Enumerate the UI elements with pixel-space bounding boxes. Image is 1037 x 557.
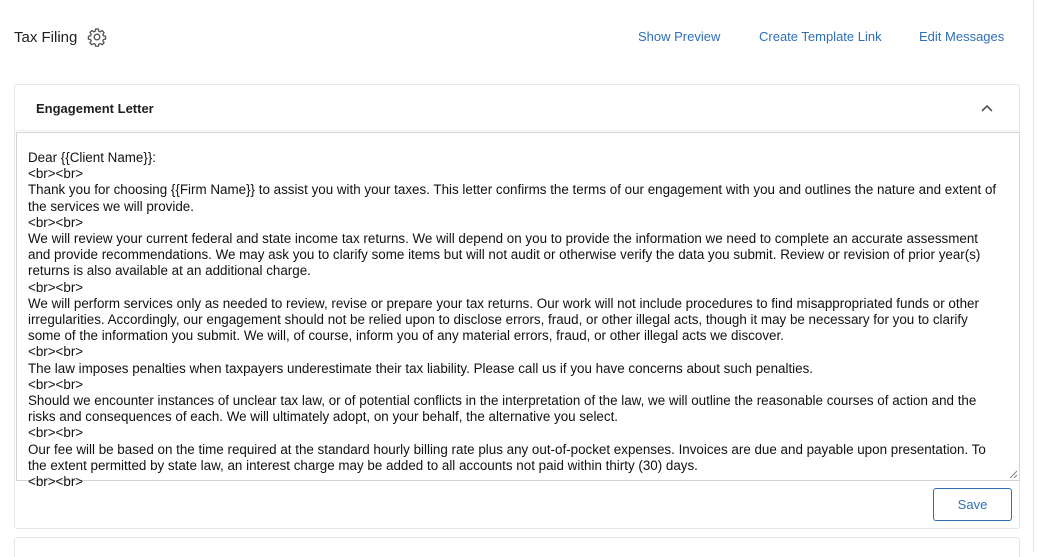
engagement-letter-textarea[interactable] [16, 132, 1020, 490]
panel-title: Engagement Letter [36, 101, 154, 116]
top-bar [0, 0, 1037, 76]
letter-line: Dear {{Client Name}}: [28, 150, 157, 165]
letter-line: <br><br> [28, 425, 84, 441]
letter-line: <br><br> [28, 166, 84, 182]
letter-line: We will review your current federal and state income tax returns. We will depend on you to provide the information we need to complete an accurate assessment and provide recommendations. We may ask you to clarify some items but will not audit or otherwise verify the data you submit. Review or revision of prior year(s) returns is also available at an additional charge. [28, 231, 985, 279]
letter-line: <br><br> [28, 214, 84, 230]
panel-header[interactable] [15, 85, 1019, 131]
letter-line: <br><br> [28, 474, 84, 490]
letter-line: <br><br> [28, 279, 84, 295]
gear-icon[interactable] [87, 27, 107, 47]
edit-messages-link[interactable]: Edit Messages [919, 29, 1005, 44]
letter-line: <br><br> [28, 376, 84, 392]
letter-line: The law imposes penalties when taxpayers underestimate their tax liability. Please call us if you have concerns about such penalties. [28, 360, 814, 376]
letter-line: Thank you for choosing {{Firm Name}} to assist you with your taxes. This letter confirms the terms of our engagement with you and outlines the nature and extent of the services we will provide. [28, 182, 1000, 214]
page-title: Tax Filing [14, 29, 78, 46]
save-button[interactable]: Save [933, 488, 1012, 521]
resize-handle-icon[interactable] [1008, 469, 1018, 479]
letter-line: We will perform services only as needed to review, revise or prepare your tax returns. Our work will not include procedures to find misappropriated funds or other irregularities. Accordingly, our engagement should not be relied upon to disclose errors, fraud, or other illegal acts, though it may be necessary for you to clarify some of the information you submit. We will, of course, inform you of any material errors, fraud, or other illegal acts we discover. [28, 295, 983, 344]
create-template-link[interactable]: Create Template Link [759, 29, 882, 44]
next-panel-header [14, 537, 1020, 557]
engagement-letter-panel [14, 84, 1020, 529]
letter-line: Should we encounter instances of unclear tax law, or of potential conflicts in the interpretation of the law, we will outline the reasonable courses of action and the risks and consequences of each. We will ultimately adopt, on your behalf, the alternative you select. [28, 393, 981, 425]
letter-content[interactable] [17, 133, 1007, 490]
page-divider [1033, 0, 1034, 552]
show-preview-link[interactable]: Show Preview [638, 29, 721, 44]
letter-line: <br><br> [28, 344, 84, 360]
chevron-up-icon[interactable] [977, 98, 997, 118]
letter-line: Our fee will be based on the time required at the standard hourly billing rate plus any out-of-pocket expenses. Invoices are due and payable upon presentation. To the extent permitted by state law, an interest charge may be added to all accounts not paid within thirty (30) days. [28, 441, 990, 473]
